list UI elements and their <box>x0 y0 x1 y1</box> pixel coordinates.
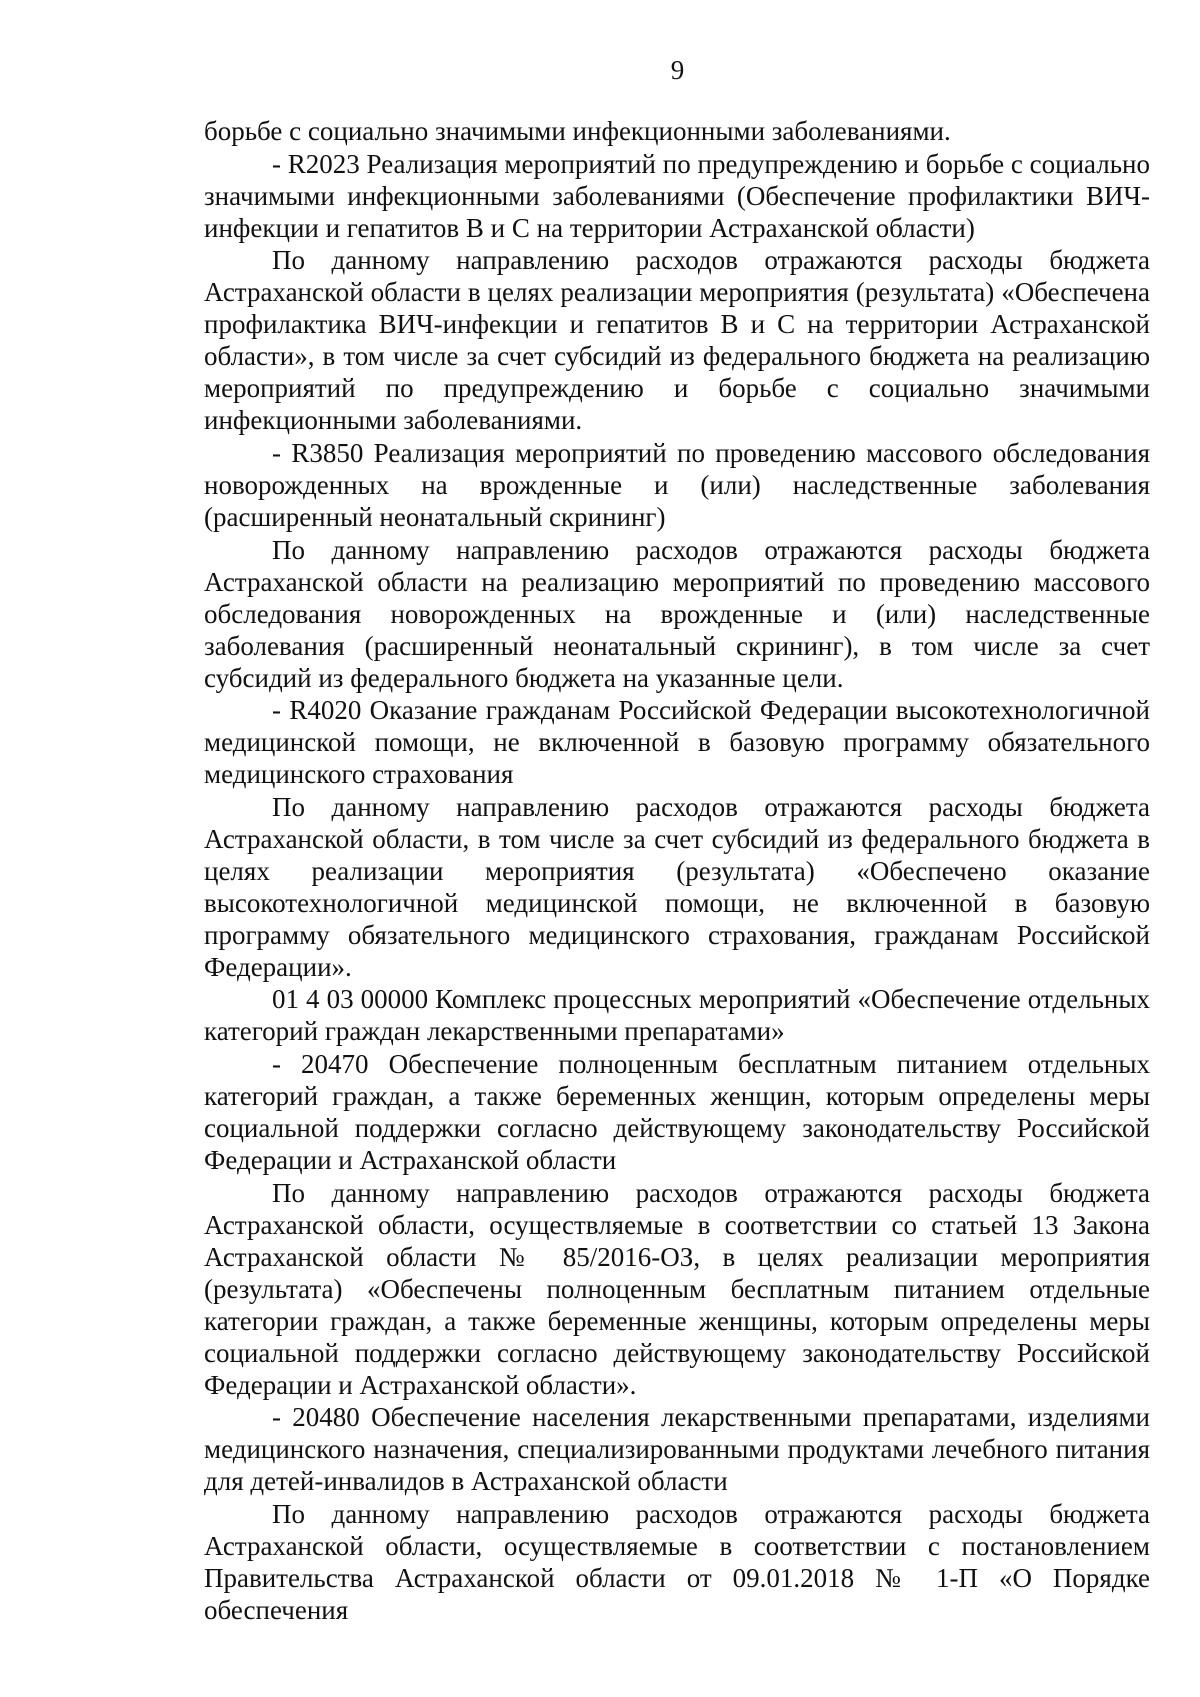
paragraph-20480-heading: - 20480 Обеспечение населения лекарственными препаратами, изделиями медицинского назначения, специализированными продуктами лечебного питания для детей-инвалидов в Астраханской области <box>204 1402 1150 1497</box>
paragraph-r4020-heading: - R4020 Оказание гражданам Российской Федерации высокотехнологичной медицинской помощи, не включенной в базовую программу обязательного медицинского страхования <box>204 695 1150 790</box>
page-number: 9 <box>670 55 685 85</box>
paragraph-r3850-heading: - R3850 Реализация мероприятий по проведению массового обследования новорожденных на врожденные и (или) наследственные заболевания (расширенный неонатальный скрининг) <box>204 437 1150 532</box>
paragraph-continuation: борьбе с социально значимыми инфекционными заболеваниями. <box>204 116 951 146</box>
paragraph-20470-heading: - 20470 Обеспечение полноценным бесплатным питанием отдельных категорий граждан, а также беременных женщин, которым определены меры социальной поддержки согласно действующему законодательству Российской Федерации и Астраханской области <box>204 1049 1150 1176</box>
paragraph-20470-description: По данному направлению расходов отражаются расходы бюджета Астраханской области, осуществляемые в соответствии со статьей 13 Закона Астраханской области № 85/2016-ОЗ, в целях реализации мероприятия (результата) «Обеспечены полноценным бесплатным питанием отдельные категории граждан, а также беременные женщины, которым определены меры социальной поддержки согласно действующему законодательству Российской Федерации и Астраханской области». <box>204 1177 1150 1400</box>
paragraph-r4020-description: По данному направлению расходов отражаются расходы бюджета Астраханской области, в том числе за счет субсидий из федерального бюджета в целях реализации мероприятия (результата) «Обеспечено оказание высокотехнологичной медицинской помощи, не включенной в базовую программу обязательного медицинского страхования, гражданам Российской Федерации». <box>204 791 1150 982</box>
paragraph-complex-heading: 01 4 03 00000 Комплекс процессных мероприятий «Обеспечение отдельных категорий граждан лекарственными препаратами» <box>204 984 1150 1047</box>
paragraph-r2023-heading: - R2023 Реализация мероприятий по предупреждению и борьбе с социально значимыми инфекционными заболеваниями (Обеспечение профилактики ВИЧ-инфекции и гепатитов В и С на территории Астраханской области) <box>204 148 1150 243</box>
paragraph-r3850-description: По данному направлению расходов отражаются расходы бюджета Астраханской области на реализацию мероприятий по проведению массового обследования новорожденных на врожденные и (или) наследственные заболевания (расширенный неонатальный скрининг), в том числе за счет субсидий из федерального бюджета на указанные цели. <box>204 534 1150 693</box>
paragraph-r2023-description: По данному направлению расходов отражаются расходы бюджета Астраханской области в целях реализации мероприятия (результата) «Обеспечена профилактика ВИЧ-инфекции и гепатитов В и С на территории Астраханской области», в том числе за счет субсидий из федерального бюджета на реализацию мероприятий по предупреждению и борьбе с социально значимыми инфекционными заболеваниями. <box>204 245 1150 436</box>
paragraph-20480-description: По данному направлению расходов отражаются расходы бюджета Астраханской области, осуществляемые в соответствии с постановлением Правительства Астраханской области от 09.01.2018 № 1-П «О Порядке обеспечения <box>204 1499 1150 1626</box>
document-body <box>204 115 1150 1627</box>
